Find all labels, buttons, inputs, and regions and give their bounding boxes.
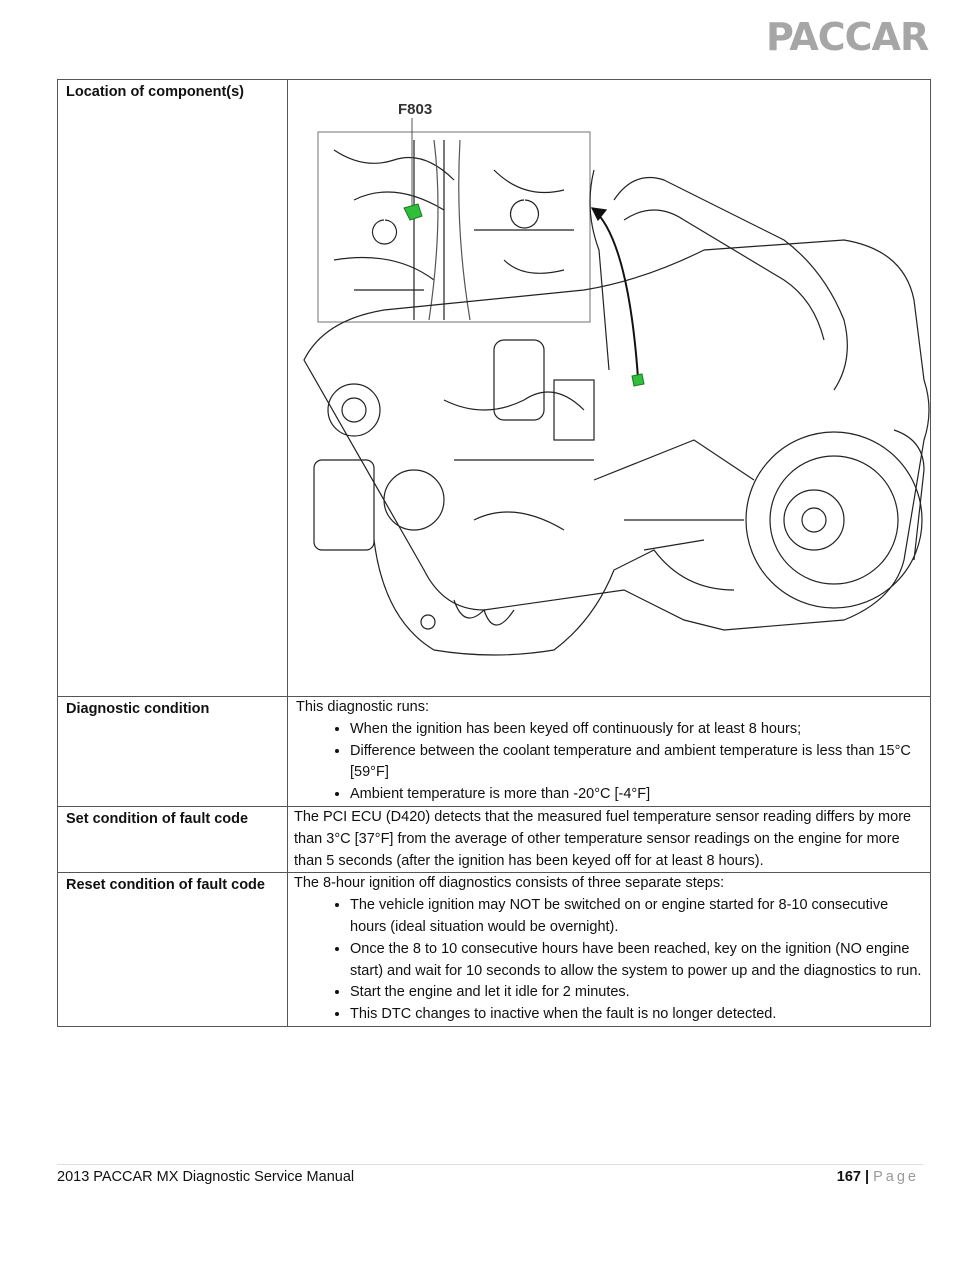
table-row bbox=[58, 873, 931, 1027]
list-item: • Ambient temperature is more than -20°C [-4°F] bbox=[350, 784, 924, 806]
page-separator: | bbox=[865, 1169, 870, 1185]
list-item: • Once the 8 to 10 consecutive hours have been reached, key on the ignition (NO engine start) and wait for 10 seconds to allow the system to power up and the diagnostics to run. bbox=[350, 939, 924, 983]
list-item: • Difference between the coolant temperature and ambient temperature is less than 15°C [59°F] bbox=[350, 741, 924, 785]
location-figure-cell bbox=[288, 80, 931, 697]
diagnostic-intro: This diagnostic runs: bbox=[296, 699, 429, 715]
set-condition-label: Set condition of fault code bbox=[58, 806, 288, 872]
table-row bbox=[58, 806, 931, 872]
diagnostic-condition-label: Diagnostic condition bbox=[58, 697, 288, 807]
footer-page-info bbox=[837, 1169, 919, 1185]
engine-diagram bbox=[294, 80, 924, 696]
fuel-temperature-sensor-location bbox=[632, 374, 644, 386]
list-item: • The vehicle ignition may NOT be switched on or engine started for 8-10 consecutive hours (ideal situation would be overnight). bbox=[350, 895, 924, 939]
fuel-temperature-sensor-highlight bbox=[404, 204, 422, 220]
footer-divider bbox=[57, 1164, 923, 1165]
page-number: 167 bbox=[836, 1169, 861, 1185]
reset-condition-label: Reset condition of fault code bbox=[58, 873, 288, 1027]
location-label: Location of component(s) bbox=[58, 80, 288, 697]
list-item: • Start the engine and let it idle for 2 minutes. bbox=[350, 982, 924, 1004]
reset-intro: The 8-hour ignition off diagnostics consists of three separate steps: bbox=[294, 875, 725, 892]
diagnostic-condition-content bbox=[288, 697, 931, 807]
engine-illustration bbox=[294, 80, 930, 696]
set-condition-text: The PCI ECU (D420) detects that the measured fuel temperature sensor reading differs by more than 3°C [37°F] from the average of other temperature sensor readings on the engine for more than 5 seconds (after the ignition has been keyed off for at least 8 hours). bbox=[288, 806, 931, 872]
paccar-logo: PACCAR bbox=[766, 15, 929, 59]
table-row bbox=[58, 80, 931, 697]
reset-bullet-list bbox=[294, 895, 924, 1026]
f803-callout-label: F803 bbox=[398, 101, 433, 118]
page-word: Page bbox=[873, 1169, 919, 1185]
component-info-table bbox=[57, 79, 931, 1027]
diagnostic-bullet-list bbox=[294, 719, 924, 806]
footer-manual-title: 2013 PACCAR MX Diagnostic Service Manual bbox=[57, 1169, 355, 1185]
reset-condition-content bbox=[288, 873, 931, 1027]
table-row bbox=[58, 697, 931, 807]
list-item: • This DTC changes to inactive when the fault is no longer detected. bbox=[350, 1004, 924, 1026]
list-item: • When the ignition has been keyed off continuously for at least 8 hours; bbox=[350, 719, 924, 741]
